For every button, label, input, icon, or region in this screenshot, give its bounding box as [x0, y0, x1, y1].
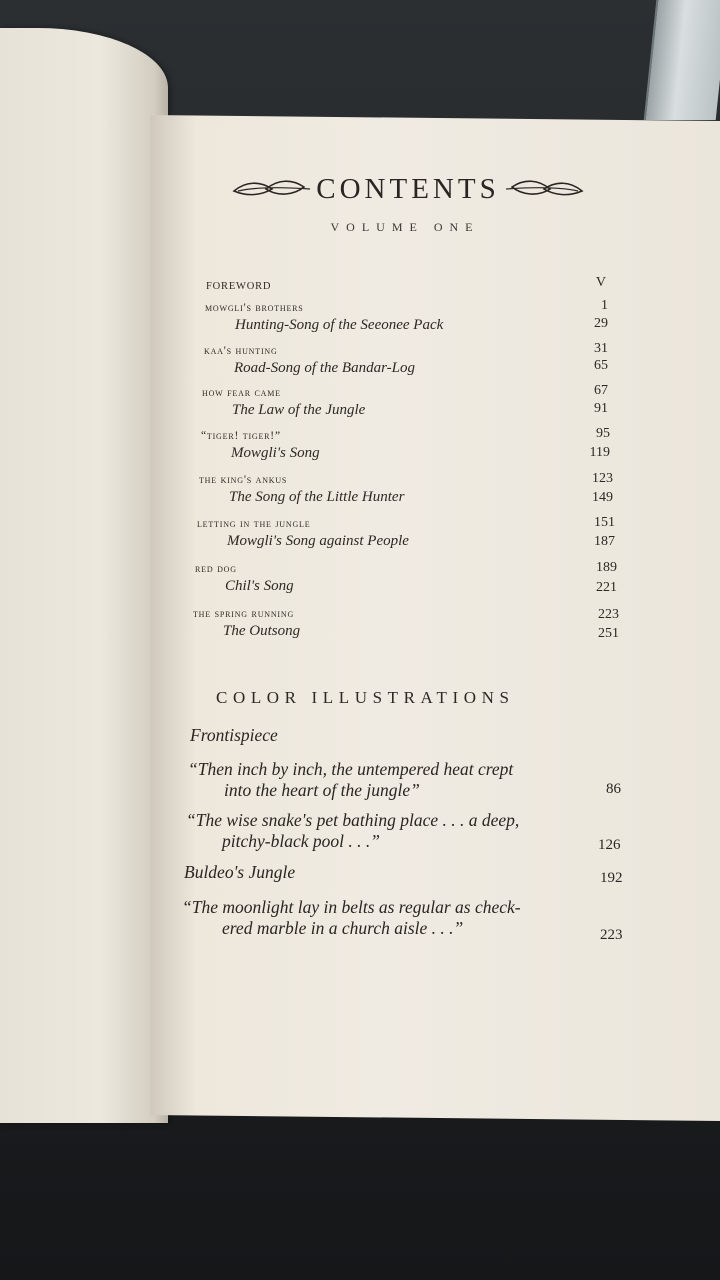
illustration-caption-continued: pitchy-black pool . . .”: [222, 831, 380, 851]
chapter-title: how fear came: [202, 387, 281, 399]
contents-title: CONTENTS: [316, 172, 500, 205]
song-title: The Law of the Jungle: [232, 402, 366, 418]
illustration-entry: [184, 862, 630, 886]
right-leaf-ornament-icon: [504, 177, 584, 201]
illustration-page: 192: [600, 870, 623, 886]
chapter-title: the king's ankus: [199, 474, 288, 486]
song-title: Mowgli's Song against People: [227, 533, 409, 549]
song-title: Chil's Song: [225, 578, 294, 594]
illustration-entry: [188, 759, 628, 801]
left-leaf-ornament-icon: [232, 177, 312, 201]
chapter-title: letting in the jungle: [197, 518, 311, 530]
illustration-caption: “The moonlight lay in belts as regular as check-: [182, 897, 521, 917]
song-page: 149: [592, 490, 613, 505]
chapter-title: FOREWORD: [206, 281, 272, 292]
chapter-title: “tiger! tiger!”: [201, 430, 281, 442]
chapter-page: 189: [596, 560, 617, 575]
chapter-title: the spring running: [193, 608, 295, 620]
song-page: 187: [594, 534, 615, 549]
chapter-page: V: [595, 275, 606, 290]
illustration-page: 223: [600, 927, 623, 943]
chapter-page: 223: [598, 607, 619, 622]
illustration-caption-continued: ered marble in a church aisle . . .”: [222, 918, 464, 938]
chapter-title: kaa's hunting: [204, 345, 278, 357]
chapter-page: 67: [594, 383, 608, 398]
song-page: 251: [598, 626, 619, 641]
illustration-caption: “Then inch by inch, the untempered heat crept: [188, 759, 514, 779]
song-title: Road-Song of the Bandar-Log: [234, 360, 415, 376]
song-page: 91: [594, 401, 608, 416]
illustration-caption: Frontispiece: [190, 725, 278, 745]
illustration-page: 126: [598, 837, 621, 853]
chapter-page: 31: [594, 341, 608, 356]
chapter-page: 95: [596, 426, 610, 441]
song-page: 29: [594, 316, 608, 331]
illustration-entry: [186, 810, 630, 852]
song-title: The Outsong: [223, 623, 301, 639]
illustration-caption: “The wise snake's pet bathing place . . . a deep,: [186, 810, 520, 830]
illustration-caption: Buldeo's Jungle: [184, 862, 296, 882]
song-title: Mowgli's Song: [231, 445, 320, 461]
contents-title-row: [188, 172, 628, 206]
illustration-entry: [190, 725, 630, 746]
illustration-entry: [182, 897, 632, 943]
chapter-page: 123: [592, 471, 613, 486]
illustration-page: 86: [606, 781, 621, 797]
song-page: 65: [594, 358, 608, 373]
song-title: Hunting-Song of the Seeonee Pack: [235, 317, 444, 333]
chapter-title: mowgli's brothers: [205, 302, 304, 314]
song-title: The Song of the Little Hunter: [229, 489, 405, 505]
chapter-title: red dog: [195, 563, 237, 575]
song-page: 119: [589, 445, 610, 460]
illustration-caption-continued: into the heart of the jungle”: [224, 780, 420, 800]
chapter-page: 1: [601, 298, 608, 313]
song-page: 221: [596, 580, 617, 595]
volume-subtitle: VOLUME ONE: [330, 220, 480, 234]
color-illustrations-heading: COLOR ILLUSTRATIONS: [216, 688, 515, 707]
chapter-page: 151: [594, 515, 615, 530]
